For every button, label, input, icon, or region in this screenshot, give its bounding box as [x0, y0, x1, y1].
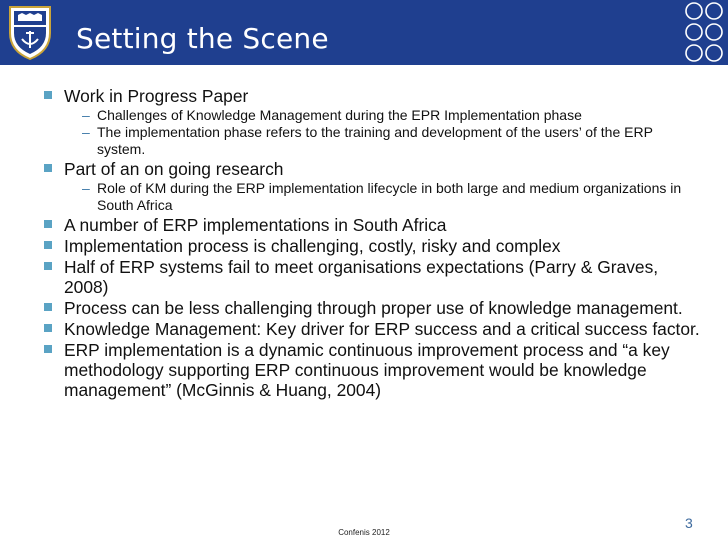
bullet-text: Implementation process is challenging, costly, risky and complex — [64, 236, 561, 256]
bullet-text: Knowledge Management: Key driver for ERP success and a critical success factor. — [64, 319, 700, 339]
decorative-rings-graphic — [683, 0, 728, 65]
bullet-item — [42, 215, 702, 235]
sub-bullet-text: Challenges of Knowledge Management during the EPR Implementation phase — [97, 107, 582, 123]
bullet-item — [42, 236, 702, 256]
bullet-text: ERP implementation is a dynamic continuous improvement process and “a key methodology supporting ERP continuous improvement would be knowledge management” (McGinnis & Huang, 2004) — [64, 340, 670, 400]
square-bullet-icon — [44, 303, 52, 311]
dash-bullet-icon: – — [82, 180, 90, 196]
square-bullet-icon — [44, 241, 52, 249]
square-bullet-icon — [44, 164, 52, 172]
slide-header — [0, 0, 728, 65]
sub-bullet-list — [42, 107, 702, 158]
bullet-text: A number of ERP implementations in South Africa — [64, 215, 447, 235]
bullet-list — [42, 86, 702, 401]
sub-bullet-item — [42, 180, 702, 214]
bullet-text: Half of ERP systems fail to meet organisations expectations (Parry & Graves, 2008) — [64, 257, 659, 297]
bullet-item — [42, 340, 702, 400]
sub-bullet-item — [42, 124, 702, 158]
square-bullet-icon — [44, 324, 52, 332]
bullet-text: Work in Progress Paper — [64, 86, 249, 106]
bullet-item — [42, 319, 702, 339]
sub-bullet-text: Role of KM during the ERP implementation lifecycle in both large and medium organizations in South Africa — [97, 180, 682, 213]
sub-bullet-list — [42, 180, 702, 214]
bullet-item — [42, 298, 702, 318]
sub-bullet-text: The implementation phase refers to the training and development of the users’ of the ERP system. — [97, 124, 653, 157]
bullet-item — [42, 86, 702, 106]
university-crest-logo — [6, 3, 54, 61]
square-bullet-icon — [44, 91, 52, 99]
square-bullet-icon — [44, 345, 52, 353]
bullet-text: Process can be less challenging through proper use of knowledge management. — [64, 298, 683, 318]
square-bullet-icon — [44, 262, 52, 270]
square-bullet-icon — [44, 220, 52, 228]
slide-title: Setting the Scene — [76, 22, 329, 55]
bullet-item — [42, 159, 702, 179]
bullet-text: Part of an on going research — [64, 159, 284, 179]
page-number: 3 — [685, 515, 693, 531]
sub-bullet-item — [42, 107, 702, 124]
dash-bullet-icon: – — [82, 107, 90, 123]
footer-text: Confenis 2012 — [338, 528, 390, 537]
dash-bullet-icon: – — [82, 124, 90, 140]
bullet-item — [42, 257, 702, 297]
